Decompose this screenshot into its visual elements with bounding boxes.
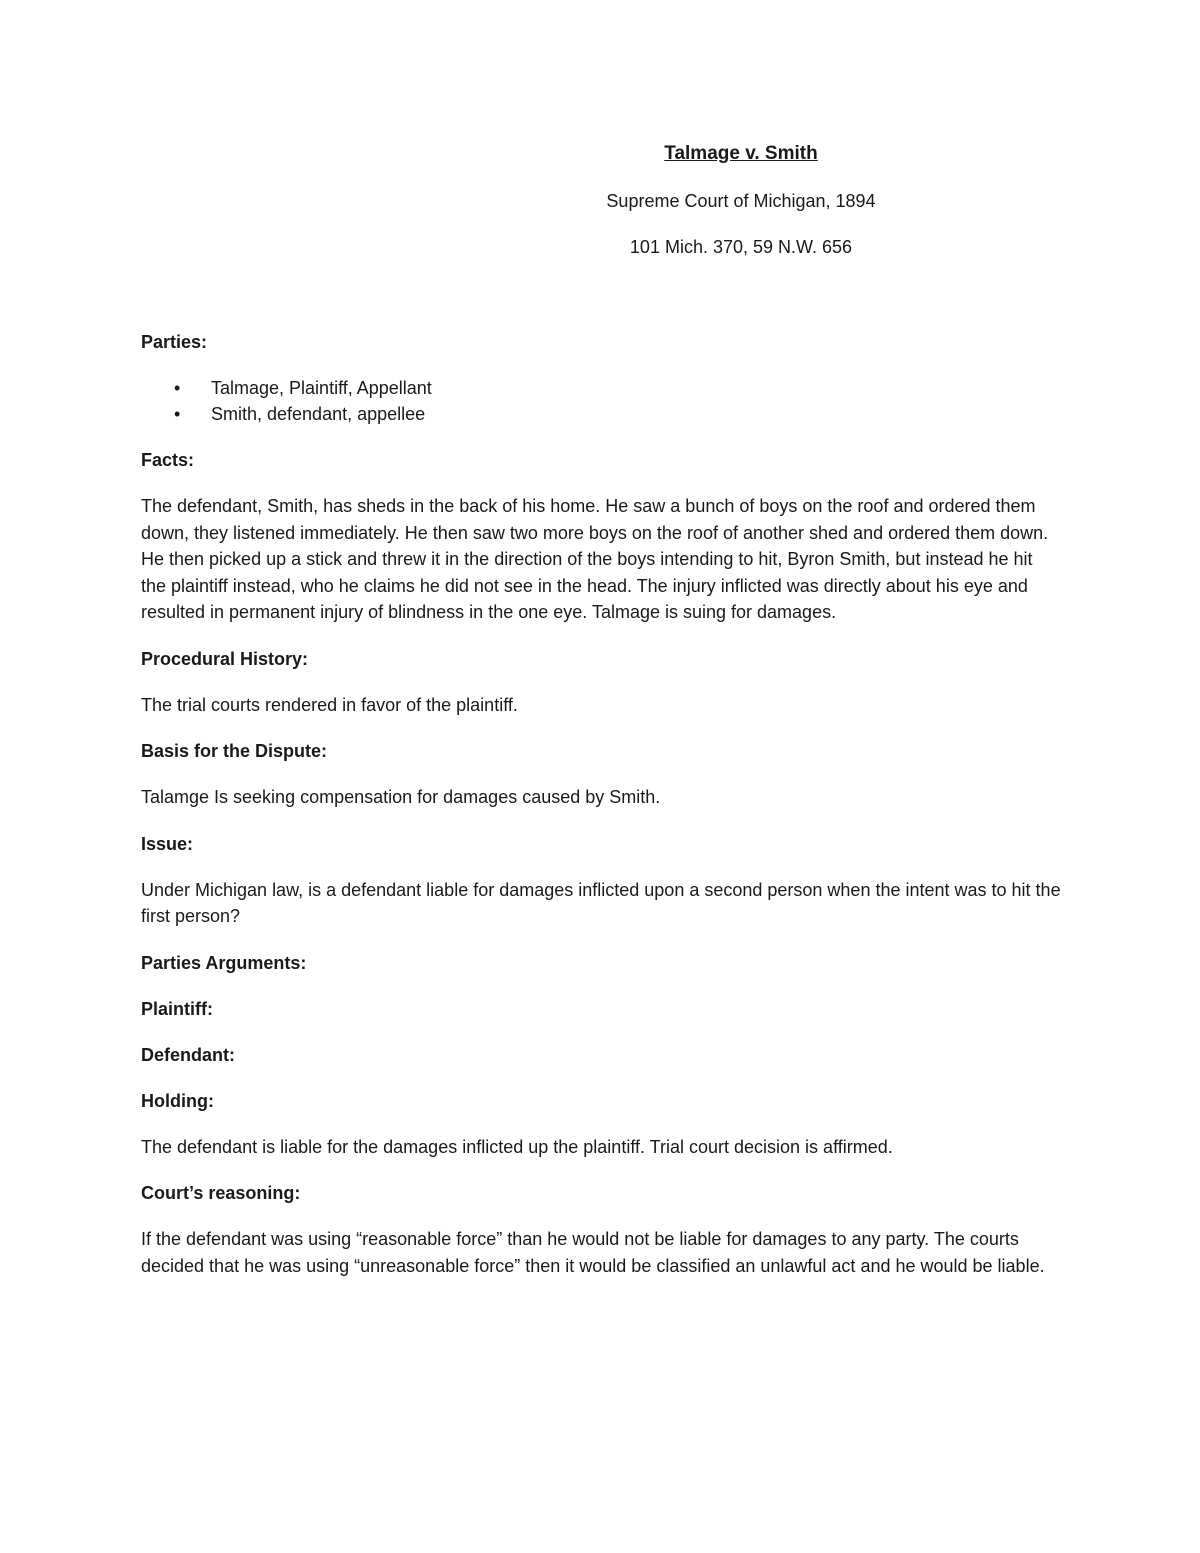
case-title: Talmage v. Smith xyxy=(664,143,818,164)
issue-heading: Issue: xyxy=(141,833,194,854)
bullet-icon: • xyxy=(174,404,181,424)
holding-heading: Holding: xyxy=(141,1090,214,1111)
list-item xyxy=(141,401,1061,427)
case-citation: 101 Mich. 370, 59 N.W. 656 xyxy=(629,237,853,257)
procedural-history-heading: Procedural History: xyxy=(141,648,309,669)
procedural-history-text: The trial courts rendered in favor of the plaintiff. xyxy=(141,694,518,715)
parties-list xyxy=(141,375,1061,427)
defendant-argument-heading: Defendant: xyxy=(141,1044,235,1065)
basis-text: Talamge Is seeking compensation for damages caused by Smith. xyxy=(141,787,661,807)
basis-heading: Basis for the Dispute: xyxy=(141,741,328,761)
facts-text: The defendant, Smith, has sheds in the back of his home. He saw a bunch of boys on the roof and ordered them down, they listened immediately. He then saw two more boys on the roof of another shed and ordered them down. He then picked up a stick and threw it in the direction of the boys intending to hit, Byron Smith, but instead he hit the plaintiff instead, who he claims he did not see in the head. The injury inflicted was directly about his eye and resulted in permanent injury of blindness in the one eye. Talmage is suing for damages. xyxy=(141,496,1049,622)
document-body xyxy=(141,329,1061,1299)
holding-text: The defendant is liable for the damages inflicted up the plaintiff. Trial court decision is affirmed. xyxy=(141,1136,893,1157)
facts-heading: Facts: xyxy=(141,450,195,470)
plaintiff-argument-heading: Plaintiff: xyxy=(141,998,213,1019)
party-plaintiff: Talmage, Plaintiff, Appellant xyxy=(211,378,432,398)
party-defendant: Smith, defendant, appellee xyxy=(211,404,426,424)
reasoning-text: If the defendant was using “reasonable force” than he would not be liable for damages to any party. The courts decided that he was using “unreasonable force” then it would be classified an unlawful act and he would be liable. xyxy=(141,1229,1045,1276)
reasoning-heading: Court’s reasoning: xyxy=(141,1183,301,1203)
parties-heading: Parties: xyxy=(141,332,208,352)
arguments-heading: Parties Arguments: xyxy=(141,952,307,973)
list-item xyxy=(141,375,1061,401)
issue-text: Under Michigan law, is a defendant liable for damages inflicted upon a second person when the intent was to hit the first person? xyxy=(141,879,1061,926)
court-name: Supreme Court of Michigan, 1894 xyxy=(606,191,876,211)
bullet-icon: • xyxy=(174,378,181,398)
